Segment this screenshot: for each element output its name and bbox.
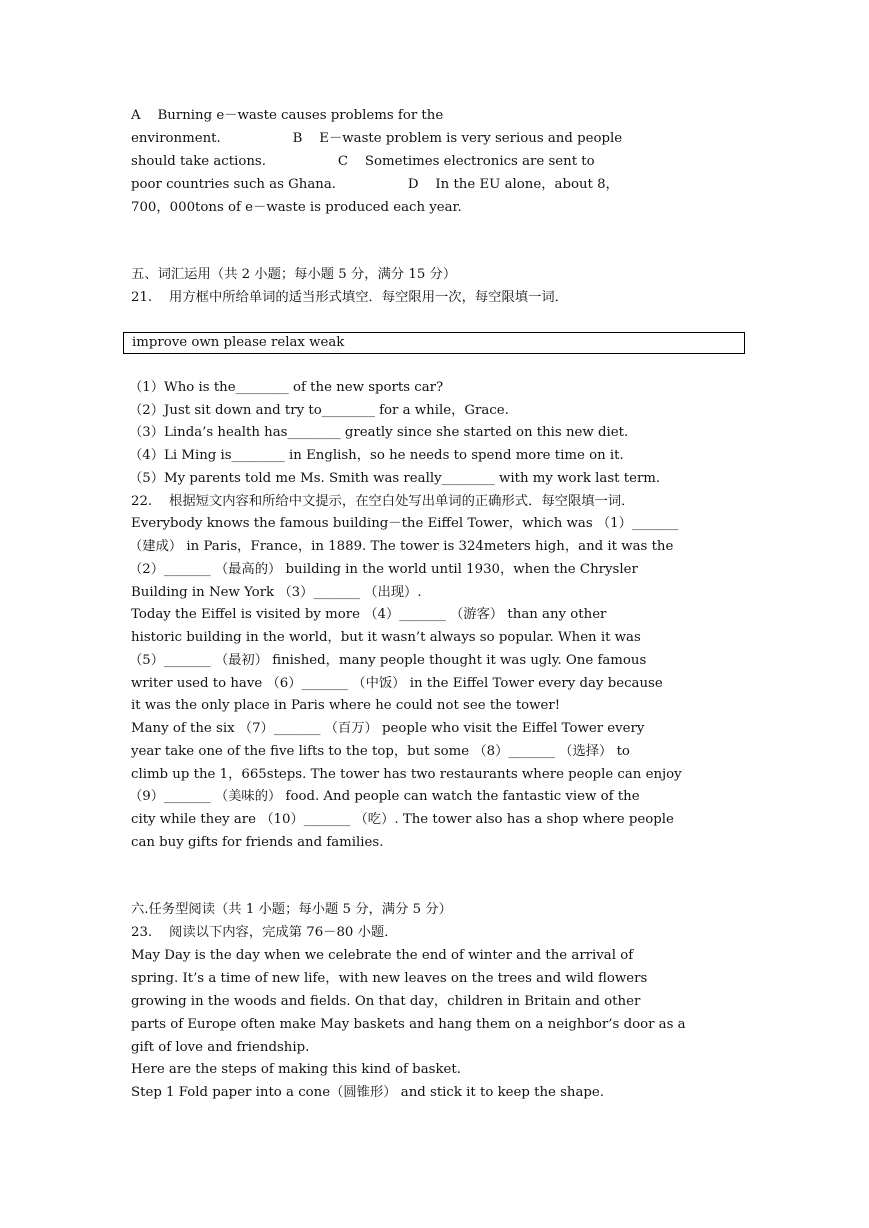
option-line: A Burning e－waste causes problems for the: [131, 108, 444, 123]
passage-line: Everybody knows the famous building－the Eiffel Tower，which was （1）_______: [131, 516, 679, 531]
option-line: should take actions. C Sometimes electronics are sent to: [131, 154, 595, 169]
passage-line: growing in the woods and fields. On that day，children in Britain and other: [131, 994, 641, 1009]
word-box: [123, 332, 745, 354]
q21-item: （5）My parents told me Ms. Smith was really________ with my work last term.: [129, 471, 661, 486]
section5-heading: 五、词汇运用（共 2 小题；每小题 5 分，满分 15 分）: [131, 267, 457, 282]
passage-line: historic building in the world，but it wasn’t always so popular. When it was: [131, 630, 641, 645]
q21-item: （2）Just sit down and try to________ for a while，Grace.: [129, 403, 509, 418]
q22-instruction: 22. 根据短文内容和所给中文提示，在空白处写出单词的正确形式．每空限填一词．: [131, 494, 635, 509]
passage-line: Many of the six （7）_______ （百万） people who visit the Eiffel Tower every: [131, 721, 645, 736]
passage-line: Building in New York （3）_______ （出现）.: [131, 585, 422, 600]
q21-instruction: 21. 用方框中所给单词的适当形式填空．每空限用一次，每空限填一词．: [131, 290, 568, 305]
passage-line: climb up the 1，665steps. The tower has two restaurants where people can enjoy: [131, 767, 682, 782]
section6-heading: 六.任务型阅读（共 1 小题；每小题 5 分，满分 5 分）: [131, 902, 452, 917]
q21-item: （3）Linda’s health has________ greatly since she started on this new diet.: [129, 425, 629, 440]
passage-line: （5）_______ （最初） finished，many people thought it was ugly. One famous: [129, 653, 647, 668]
passage-line: writer used to have （6）_______ （中饭） in the Eiffel Tower every day because: [131, 676, 663, 691]
passage-line: can buy gifts for friends and families.: [131, 835, 384, 850]
word-box-text: improve own please relax weak: [132, 335, 345, 350]
passage-line: it was the only place in Paris where he could not see the tower!: [131, 698, 561, 713]
passage-line: city while they are （10）_______ （吃）. The tower also has a shop where people: [131, 812, 674, 827]
option-line: poor countries such as Ghana. D In the EU alone，about 8，: [131, 177, 619, 192]
q21-item: （4）Li Ming is________ in English，so he needs to spend more time on it.: [129, 448, 624, 463]
passage-line: May Day is the day when we celebrate the end of winter and the arrival of: [131, 948, 634, 963]
passage-line: （建成） in Paris，France，in 1889. The tower is 324meters high，and it was the: [129, 539, 674, 554]
passage-line: spring. It’s a time of new life，with new leaves on the trees and wild flowers: [131, 971, 648, 986]
passage-line: Here are the steps of making this kind of basket.: [131, 1062, 461, 1077]
passage-line: gift of love and friendship.: [131, 1040, 310, 1055]
passage-line: Step 1 Fold paper into a cone（圆锥形） and stick it to keep the shape.: [131, 1085, 605, 1100]
option-line: environment. B E－waste problem is very serious and people: [131, 131, 623, 146]
passage-line: （9）_______ （美味的） food. And people can watch the fantastic view of the: [129, 789, 640, 804]
passage-line: parts of Europe often make May baskets and hang them on a neighbor’s door as a: [131, 1017, 686, 1032]
passage-line: （2）_______ （最高的） building in the world until 1930，when the Chrysler: [129, 562, 638, 577]
q23-instruction: 23. 阅读以下内容，完成第 76－80 小题．: [131, 925, 398, 940]
passage-line: year take one of the five lifts to the top，but some （8）_______ （选择） to: [131, 744, 630, 759]
q21-item: （1）Who is the________ of the new sports car?: [129, 380, 444, 395]
option-line: 700，000tons of e－waste is produced each year.: [131, 200, 462, 215]
passage-line: Today the Eiffel is visited by more （4）_______ （游客） than any other: [131, 607, 607, 622]
